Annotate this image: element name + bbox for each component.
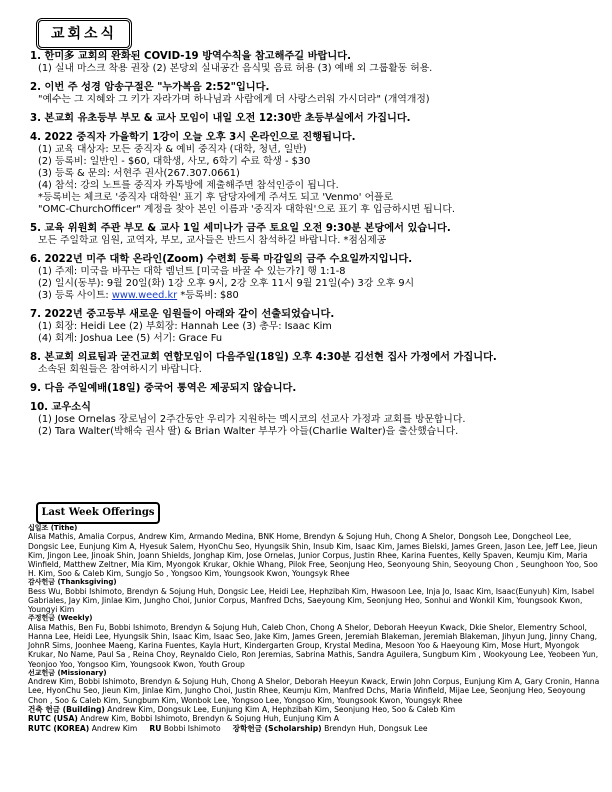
news-item [30,50,590,75]
offering-category: 감사헌금 (Thanksgiving) [28,578,117,587]
building-offering-line [28,705,600,714]
news-item [30,308,590,345]
rutc-usa-line [28,714,600,723]
news-line: (3) 등록 & 문의: 서현주 권사(267.307.0661) [38,168,240,179]
news-item [30,81,590,106]
news-heading: 1. 한미多 교회의 완화된 COVID-19 방역수칙을 참고해주길 바랍니다. [30,51,351,62]
scholarship-label: 장학헌금 (Scholarship) [232,723,322,733]
news-line: 소속된 회원들은 참여하시기 바랍니다. [38,364,202,375]
news-line: "예수는 그 지혜와 그 키가 자라가며 하나님과 사람에게 더 사랑스러워 가시더라" (개역개정) [38,94,430,105]
news-item [30,401,590,438]
news-line: (2) 등록비: 일반인 - $60, 대학생, 사모, 6학기 수료 학생 - $30 [38,156,311,167]
building-label: 건축 헌금 (Building) [28,704,105,714]
offering-names: Andrew Kim, Bobbi Ishimoto, Brendyn & Sojung Huh, Chong A Shelor, Deborah Heeyun Kwack, Erwin John Corpus, Eunjung Kim A, Gary Cronin, Hanna Lee, HyonChu Seo, Jieun Kim, Jinlae Kim, Jungho Choi, Justin Rhee, Keumju Kim, Manfred Dchs, Maria Winfield, Mijae Lee, Seonjung Heo, Seoyoung Chon , Soo & Caleb Kim, Sungbum Kim, Wonbok Lee, Yongsoo Lee, Yongsoo Kim, Youngsook Kwon, Youngsyk Rhee [28,677,600,705]
registration-link[interactable]: www.weed.kr [111,290,178,301]
news-line: (4) 참석: 강의 노트를 중직자 카톡방에 제출해주면 참석인증이 됩니다. [38,180,339,191]
news-line: 모든 주일학교 임원, 교역자, 부모, 교사들은 반드시 참석하길 바랍니다. *점심제공 [38,235,387,246]
offerings-list [28,524,600,733]
news-heading: 4. 2022 중직자 가을학기 1강이 오늘 오후 3시 온라인으로 진행됩니다. [30,132,356,143]
ru-label: RU [149,723,162,733]
registration-line [30,290,590,302]
news-line: *등록비는 체크로 '중직자 대학원' 표기 후 담당자에게 주셔도 되고 'Venmo' 어플로 [38,192,393,203]
news-heading: 9. 다음 주일예배(18일) 중국어 통역은 제공되지 않습니다. [30,383,297,394]
offering-category: 주정헌금 (Weekly) [28,614,93,623]
offering-names: Alisa Mathis, Amalia Corpus, Andrew Kim, Armando Medina, BNK Home, Brendyn & Sojung Huh, Chong A Shelor, Dongsoh Lee, Dongcheol Lee, Dongsic Lee, Eunjung Kim A, Hyesuk Salem, HyonChu Seo, Hyungsik Shin, Insub Kim, Isaac Kim, James Bielski, James Green, Jason Lee, Jeff Lee, Jieun Kim, Jingon Lee, Jinoak Shin, Joann Shields, Jonghap Kim, Jose Ornelas, Junior Corpus, Justin Rhee, Karina Fuentes, Kelly Spaven, Keumju Kim, Maria Winfield, Matthew Zeltner, Mia Kim, Myongok Krukar, Okhie Whang, Pilok Free, Seonjung Heo, Seonyoung Shin, Seoyoung Chon , Seunghoon Yoo, Soo H. Kim, Soo & Caleb Kim, Sungjo So , Yongsoo Kim, Youngsook Kwon, Youngsyk Rhee [28,532,598,579]
registration-label: (3) 등록 사이트: [38,290,112,301]
ru-names: Bobbi Ishimoto [163,723,221,733]
news-item [30,253,590,302]
news-line: (2) 일시(동부): 9월 20일(화) 1강 오후 9시, 2강 오후 11시 9월 21일(수) 3강 오후 9시 [38,278,415,289]
news-list [30,50,590,444]
news-item [30,351,590,376]
news-item [30,382,590,395]
news-heading: 6. 2022년 미주 대학 온라인(Zoom) 수련회 등록 마감일의 금주 수요일까지입니다. [30,254,413,265]
news-heading: 10. 교우소식 [30,402,91,413]
news-item [30,222,590,247]
offering-category: 선교헌금 (Missionary) [28,668,107,677]
rutc-usa-names: Andrew Kim, Bobbi Ishimoto, Brendyn & Sojung Huh, Eunjung Kim A [80,714,339,724]
news-heading: 7. 2022년 중고등부 새로운 임원들이 아래와 같이 선출되었습니다. [30,309,335,320]
news-item [30,112,590,125]
news-line: (1) 교육 대상자: 모든 중직자 & 예비 중직자 (대학, 청년, 일반) [38,144,307,155]
news-heading: 3. 본교회 유초등부 부모 & 교사 모임이 내일 오전 12:30반 초등부실에서 가집니다. [30,113,411,124]
news-heading: 5. 교육 위원회 주관 부모 & 교사 1일 세미나가 금주 토요일 오전 9:30분 본당에서 있습니다. [30,223,451,234]
building-names: Andrew Kim, Dongsuk Lee, Eunjung Kim A, Hephzibah Kim, Seonjung Heo, Soo & Caleb Kim [107,704,456,714]
page-title: 교회소식 [36,18,132,50]
registration-fee: *등록비: $80 [177,290,239,301]
offerings-title: Last Week Offerings [36,502,160,524]
news-heading: 2. 이번 주 성경 암송구절은 "누가복음 2:52"입니다. [30,82,270,93]
rutc-korea-label: RUTC (KOREA) [28,723,90,733]
news-line: (2) Tara Walter(박해숙 권사 딸) & Brian Walter 부부가 아들(Charlie Walter)을 출산했습니다. [38,426,459,437]
news-heading: 8. 본교회 의료팀과 굳건교회 연합모임이 다음주일(18일) 오후 4:30분 김선현 집사 가정에서 가집니다. [30,352,497,363]
rutc-korea-names: Andrew Kim [91,723,138,733]
rutc-usa-label: RUTC (USA) [28,714,78,724]
rutc-korea-line [28,724,600,733]
news-item [30,131,590,216]
scholarship-names: Brendyn Huh, Dongsuk Lee [324,723,428,733]
news-line: (1) Jose Ornelas 장로님이 2주간동안 우리가 지원하는 멕시코의 선교사 가정과 교회를 방문합니다. [38,414,466,425]
news-line: (1) 실내 마스크 착용 권장 (2) 본당외 실내공간 음식및 음료 허용 (3) 예배 외 그룹활동 허용. [38,63,433,74]
offering-names: Bess Wu, Bobbi Ishimoto, Brendyn & Sojung Huh, Dongsic Lee, Heidi Lee, Hephzibah Kim, Hwasoon Lee, Inja Jo, Isaac Kim, Isaac(Eunyuh) Kim, Isabel Gabriales, Jay Kim, Jinlae Kim, Jungho Choi, Junior Corpus, Manfred Dchs, Saeyoung Kim, Seonjung Heo, Sonhui and Wonkil Kim, Youngsook Kwon, Youngyi Kim [28,586,595,615]
offering-category: 십일조 (Tithe) [28,524,78,532]
news-line: (1) 주제: 미국을 바꾸는 대학 렘넌트 [미국을 바꿀 수 있는가?] 행 1:1-8 [38,266,346,277]
news-line: "OMC-ChurchOfficer" 계정을 찾아 본인 이름과 '중직자 대학원'으로 표기 후 입금하시면 됩니다. [38,204,455,215]
offering-names: Alisa Mathis, Ben Fu, Bobbi Ishimoto, Brendyn & Sojung Huh, Caleb Chon, Chong A Shelor, Deborah Heeyun Kwack, Dkie Shelor, Elementry School, Hanna Lee, Heidi Lee, Hyungsik Shin, Isaac Kim, Isaac Seo, Jake Kim, James Green, Jeremiah Blakeman, Jeremiah Blakeman, Jihyun Jung, Jinny Chang, JohnR Sims, Joonhee Maeng, Karina Fuentes, Kayla Hurt, Kindergarten Group, Krystal Medina, Mesoon Yoo & Haeyoung Kim, Mose Hurt, Myongok Krukar, No Name, Paul Sa , Reina Choy, Reynaldo Cielo, Ron Jeremias, Sabrina Mathis, Sandra Aguilera, Sungbum Kim , Wookyoung Lee, Yeobeen Yun, Yeonjoo Yoo, Yongsoo Kim, Youngsook Kwon, Youth Group [28,622,599,669]
news-line: (1) 회장: Heidi Lee (2) 부회장: Hannah Lee (3) 총무: Isaac Kim [38,321,332,332]
news-line: (4) 회계: Joshua Lee (5) 서기: Grace Fu [38,333,223,344]
